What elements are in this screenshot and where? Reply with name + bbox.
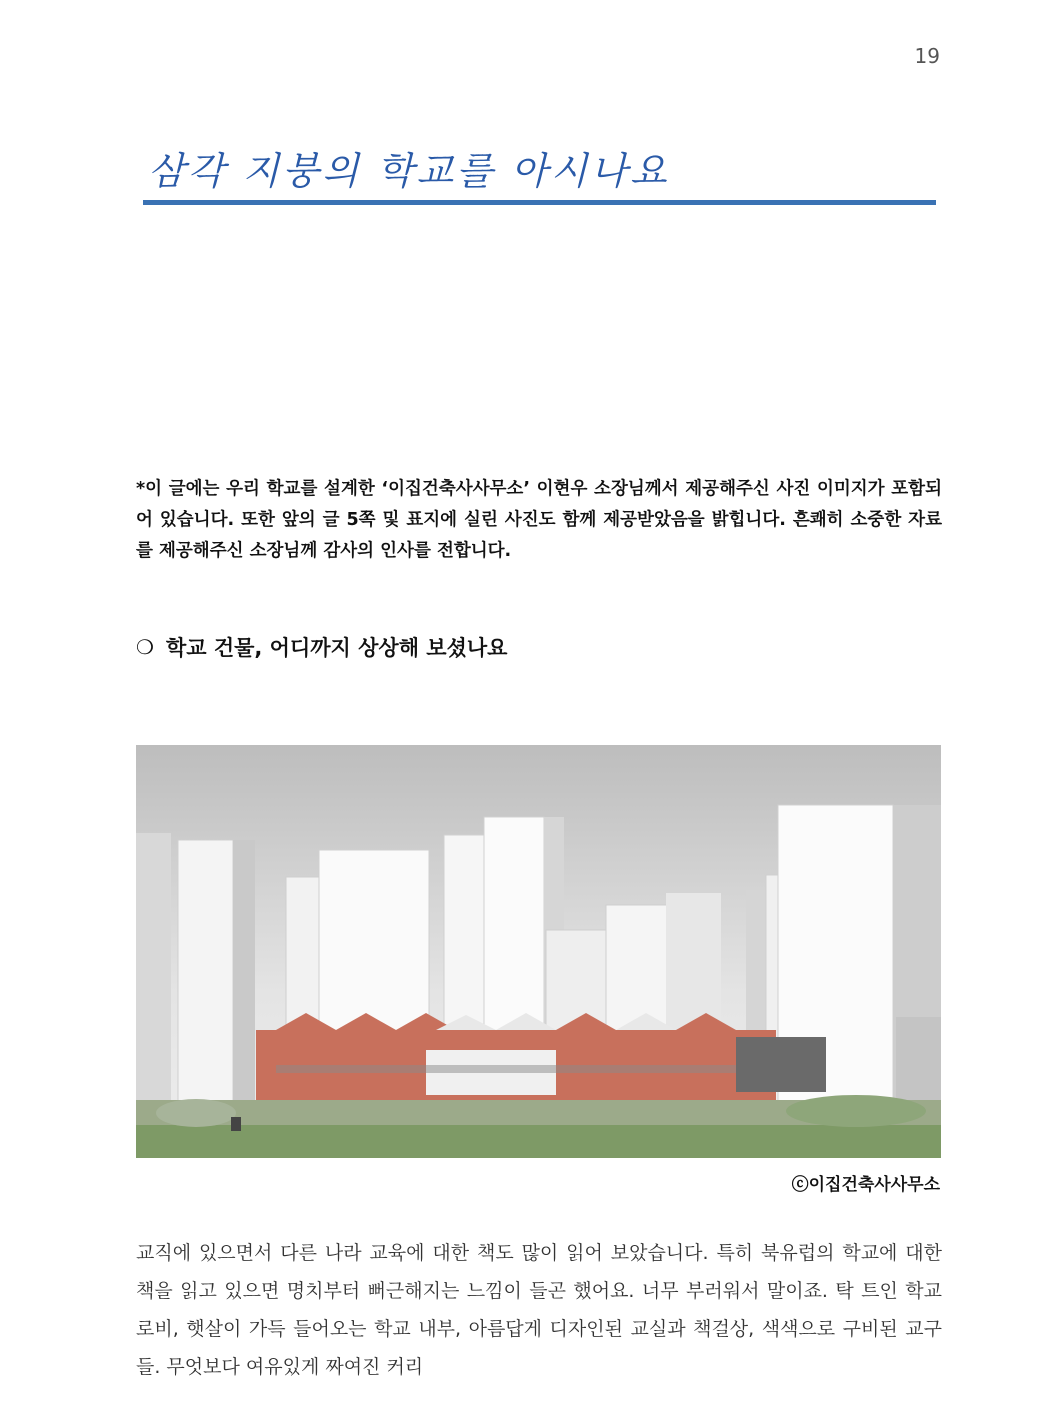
title-underline bbox=[143, 200, 936, 205]
circle-bullet-icon: ❍ bbox=[136, 635, 154, 659]
school-rendering-image bbox=[136, 745, 941, 1158]
page-number: 19 bbox=[914, 44, 940, 68]
body-paragraph: 교직에 있으면서 다른 나라 교육에 대한 책도 많이 읽어 보았습니다. 특히 북유럽의 학교에 대한 책을 읽고 있으면 명치부터 뻐근해지는 느낌이 들곤 했어요. 너무 부러워서 말이죠. 탁 트인 학교 로비, 햇살이 가득 들어오는 학교 내부, 아름답게 디자인된 교실과 책걸상, 색색으로 구비된 교구들. 무엇보다 여유있게 짜여진 커리 bbox=[136, 1242, 942, 1378]
section-heading bbox=[136, 632, 507, 662]
landscape bbox=[136, 1095, 941, 1158]
body-text bbox=[136, 1234, 942, 1386]
section-heading-text: 학교 건물, 어디까지 상상해 보셨나요 bbox=[165, 636, 508, 660]
photo-credit: ⓒ이집건축사사무소 bbox=[791, 1175, 940, 1195]
page-title: 삼각 지붕의 학교를 아시나요 bbox=[148, 149, 670, 193]
acknowledgement-note: *이 글에는 우리 학교를 설계한 ‘이집건축사사무소’ 이현우 소장님께서 제공해주신 사진 이미지가 포함되어 있습니다. 또한 앞의 글 5쪽 및 표지에 실린 사진도 함께 제공받았음을 밝힙니다. 흔쾌히 소중한 자료를 제공해주신 소장님께 감사의 인사를 전합니다. bbox=[136, 479, 942, 561]
